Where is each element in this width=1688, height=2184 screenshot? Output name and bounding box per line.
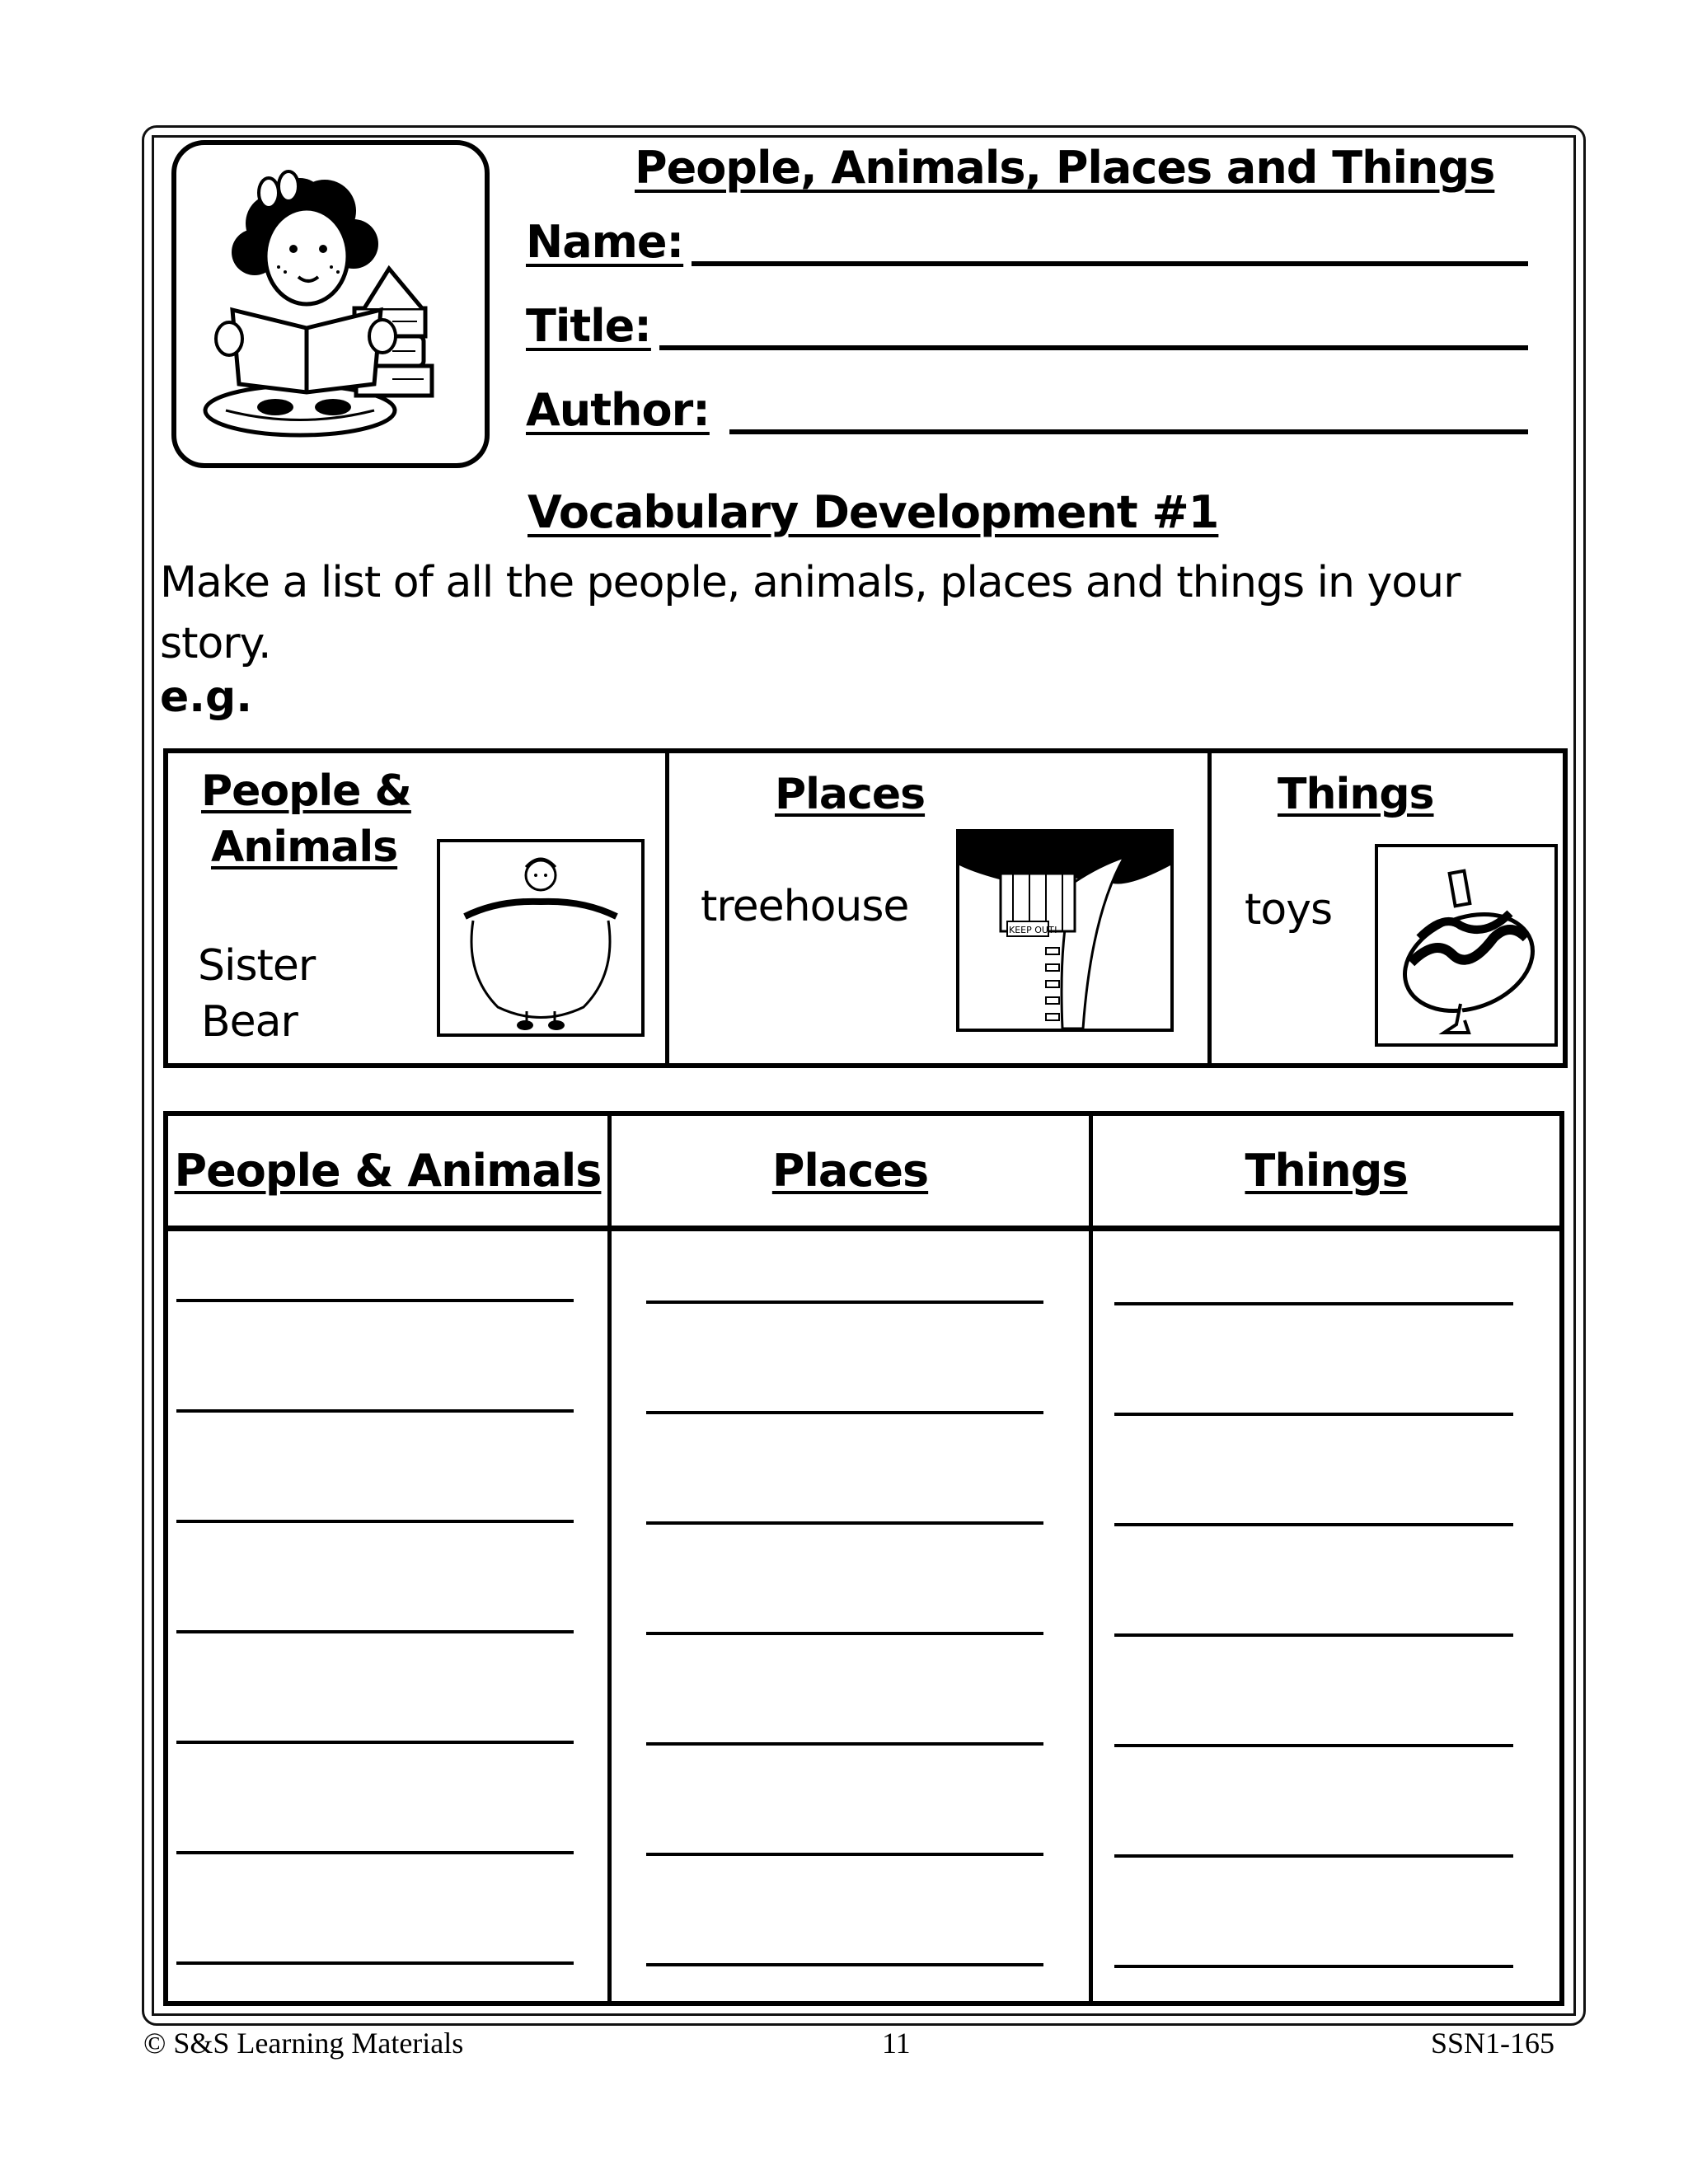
answer-line[interactable]: [646, 1632, 1043, 1635]
title-label: Title:: [526, 300, 651, 352]
section-title: Vocabulary Development #1: [528, 486, 1219, 538]
answer-header-people-animals: People & Animals: [168, 1116, 607, 1231]
name-label: Name:: [526, 216, 684, 268]
title-input-line[interactable]: [659, 345, 1528, 350]
title-field[interactable]: [526, 300, 1528, 352]
example-word-treehouse: treehouse: [701, 882, 909, 931]
footer-code: SSN1-165: [1431, 2027, 1555, 2060]
example-label: e.g.: [160, 673, 252, 722]
example-table: [163, 748, 1568, 1068]
answer-header-things: Things: [1093, 1116, 1559, 1231]
answer-line[interactable]: [176, 1409, 574, 1413]
author-input-line[interactable]: [729, 429, 1528, 434]
example-word-sister: Sister: [198, 941, 316, 991]
example-col-people-animals: [168, 753, 669, 1063]
example-heading-things: Things: [1278, 770, 1434, 819]
answer-line[interactable]: [1114, 1854, 1513, 1858]
answer-line[interactable]: [646, 1853, 1043, 1856]
answer-line[interactable]: [1114, 1523, 1513, 1526]
answer-line[interactable]: [646, 1521, 1043, 1525]
answer-line[interactable]: [646, 1301, 1043, 1304]
answer-line[interactable]: [176, 1851, 574, 1854]
answer-line[interactable]: [176, 1741, 574, 1744]
answer-line[interactable]: [646, 1963, 1043, 1966]
answer-line[interactable]: [646, 1411, 1043, 1414]
answer-line[interactable]: [176, 1630, 574, 1633]
answer-col-places: [612, 1116, 1093, 2001]
answer-line[interactable]: [1114, 1965, 1513, 1968]
girl-reading-book-icon: [171, 140, 490, 468]
footer-page-number: 11: [882, 2027, 911, 2060]
sister-bear-icon: [437, 839, 645, 1037]
example-heading-people: People &: [201, 766, 411, 816]
example-col-places: [669, 753, 1212, 1063]
example-heading-places: Places: [775, 770, 926, 819]
spinning-top-icon: [1375, 844, 1558, 1047]
author-field[interactable]: [526, 384, 1528, 436]
answer-line[interactable]: [1114, 1744, 1513, 1747]
answer-line[interactable]: [176, 1299, 574, 1302]
answer-line[interactable]: [1114, 1413, 1513, 1416]
answer-table: [163, 1111, 1564, 2006]
name-field[interactable]: [526, 216, 1528, 268]
answer-col-things: [1093, 1116, 1559, 2001]
example-word-toys: toys: [1245, 885, 1333, 935]
answer-line[interactable]: [1114, 1633, 1513, 1637]
worksheet-title: People, Animals, Places and Things: [635, 142, 1495, 194]
answer-line[interactable]: [176, 1961, 574, 1965]
example-word-bear: Bear: [201, 997, 298, 1047]
example-col-things: [1212, 753, 1563, 1063]
instructions-text: Make a list of all the people, animals, places and things in your story.: [160, 558, 1461, 668]
example-heading-animals: Animals: [211, 823, 398, 872]
answer-col-people-animals: [168, 1116, 612, 2001]
answer-line[interactable]: [176, 1520, 574, 1523]
answer-line[interactable]: [646, 1742, 1043, 1746]
treehouse-icon: [956, 829, 1174, 1032]
footer-copyright: © S&S Learning Materials: [143, 2027, 464, 2060]
svg-text:KEEP OUT!: KEEP OUT!: [1009, 925, 1058, 935]
name-input-line[interactable]: [692, 261, 1528, 266]
author-label: Author:: [526, 384, 710, 436]
answer-header-places: Places: [612, 1116, 1089, 1231]
answer-line[interactable]: [1114, 1302, 1513, 1305]
